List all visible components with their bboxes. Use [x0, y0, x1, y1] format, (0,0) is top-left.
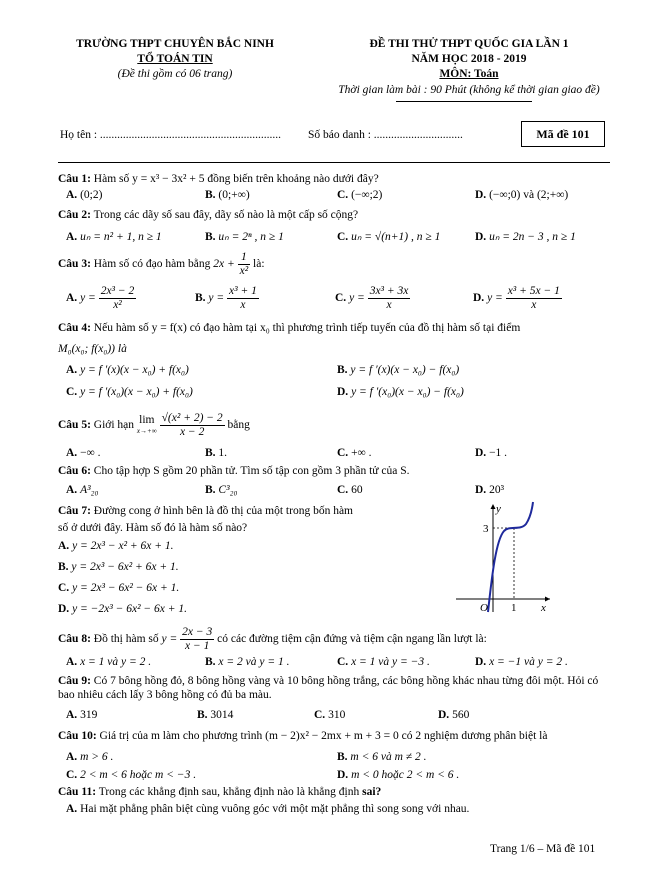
question-4: Câu 4: Nếu hàm số y = f(x) có đạo hàm tại x₀ thì phương trình tiếp tuyến của đồ thị hàm số tại điểm — [58, 322, 521, 334]
q10-option-a: A. m > 6 . — [66, 751, 114, 763]
q7-option-b: B. y = 2x³ − 6x² + 6x + 1. — [58, 561, 179, 573]
exam-code-box — [521, 121, 605, 147]
question-4-cont: M₀(x₀; f(x₀)) là — [58, 343, 127, 355]
q5-option-a: A. −∞ . — [66, 447, 101, 459]
q5-option-c: C. +∞ . — [337, 447, 372, 459]
q7-option-c: C. y = 2x³ − 6x² − 6x + 1. — [58, 582, 180, 594]
x-label: x — [541, 602, 546, 614]
question-11: Câu 11: Trong các khẳng định sau, khẳng định nào là khẳng định sai? — [58, 786, 382, 798]
header-divider — [396, 101, 532, 102]
pages-note: (Đề thi gồm có 06 trang) — [117, 68, 233, 80]
question-2: Câu 2: Trong các dãy số sau đây, dãy số nào là một cấp số cộng? — [58, 209, 359, 221]
y-label: y — [496, 503, 501, 515]
q10-option-d: D. m < 0 hoặc 2 < m < 6 . — [337, 769, 460, 781]
q1-option-a: A. (0;2) — [66, 189, 103, 201]
x-axis-arrow — [545, 597, 550, 602]
q8-fraction: $\frac{2x - 3}{x - 1}$ — [182, 626, 213, 652]
time-note: Thời gian làm bài : 90 Phút (không kể thời gian giao đề) — [338, 84, 600, 96]
tick-y-3: 3 — [483, 523, 489, 535]
q7-option-a: A. y = 2x³ − x² + 6x + 1. — [58, 540, 174, 552]
q10-option-b: B. m < 6 và m ≠ 2 . — [337, 751, 427, 763]
tick-x-1: 1 — [511, 602, 517, 614]
subject: MÔN: Toán — [439, 68, 499, 80]
q8-option-a: A. x = 1 và y = 2 . — [66, 656, 152, 668]
q5-option-b: B. 1. — [205, 447, 228, 459]
origin-label: O — [480, 602, 488, 614]
question-7-cont: số ở dưới đây. Hàm số đó là hàm số nào? — [58, 522, 248, 534]
question-10: Câu 10: Giá trị của m làm cho phương trình (m − 2)x² − 2mx + m + 3 = 0 có 2 nghiệm dương phân biệt là — [58, 730, 548, 742]
q5-fraction: $\frac{\text{√(x² + 2) − 2}}{x - 2}$ — [161, 412, 223, 438]
question-1: Câu 1: Hàm số y = x³ − 3x² + 5 đồng biến trên khoảng nào dưới đây? — [58, 173, 379, 185]
q2-option-c: C. uₙ = √(n+1) , n ≥ 1 — [337, 231, 441, 243]
q2-option-b: B. uₙ = 2ⁿ , n ≥ 1 — [205, 231, 284, 243]
q9-option-a: A. 319 — [66, 709, 98, 721]
q7-graph — [444, 500, 554, 615]
q3-option-a: A. y = $\frac{\text{2x³ − 2}}{\text{x²}}$ — [66, 285, 135, 311]
q1-option-b: B. (0;+∞) — [205, 189, 250, 201]
q8-option-c: C. x = 1 và y = −3 . — [337, 656, 430, 668]
q10-option-c: C. 2 < m < 6 hoặc m < −3 . — [66, 769, 197, 781]
q2-option-a: A. uₙ = n² + 1, n ≥ 1 — [66, 231, 162, 243]
q8-option-d: D. x = −1 và y = 2 . — [475, 656, 568, 668]
q6-option-d: D. 20³ — [475, 484, 505, 496]
y-axis-arrow — [491, 504, 496, 509]
student-id-field: Số báo danh : ............................... — [308, 129, 463, 141]
q4-option-b: B. y = f ′(x)(x − x₀) − f(x₀) — [337, 364, 460, 376]
q1-option-c: C. (−∞;2) — [337, 189, 383, 201]
q1-option-d: D. (−∞;0) và (2;+∞) — [475, 189, 569, 201]
question-7: Câu 7: Đường cong ở hình bên là đồ thị của một trong bốn hàm — [58, 505, 353, 517]
separator-line — [58, 162, 610, 163]
q6-option-a: A. A³₂₀ — [66, 484, 99, 496]
q3-option-c: C. y = $\frac{\text{3x³ + 3x}}{x}$ — [335, 285, 409, 311]
cubic-curve — [488, 502, 533, 612]
q9-option-d: D. 560 — [438, 709, 470, 721]
question-9: Câu 9: Có 7 bông hồng đỏ, 8 bông hồng vàng và 10 bông hồng trắng, các bông hồng khác nhau từng đôi một. Hỏi có bao nhiêu cách lấy 3 bông hồng có đủ ba màu. — [58, 675, 599, 701]
exam-code: Mã đề 101 — [536, 126, 590, 141]
question-5: Câu 5: Giới hạn lim x→+∞ $\frac{\text{√(x² + 2) − 2}}{x - 2}$ bằng — [58, 412, 250, 438]
school-year: NĂM HỌC 2018 - 2019 — [411, 53, 527, 65]
q6-option-c: C. 60 — [337, 484, 363, 496]
q9-option-c: C. 310 — [314, 709, 346, 721]
q9-option-b: B. 3014 — [197, 709, 234, 721]
q4-option-a: A. y = f ′(x)(x − x₀) + f(x₀) — [66, 364, 189, 376]
q3-option-d: D. y = $\frac{\text{x³ + 5x − 1}}{x}$ — [473, 285, 560, 311]
exam-title: ĐỀ THI THỬ THPT QUỐC GIA LẦN 1 — [369, 38, 569, 50]
question-3: Câu 3: Hàm số có đạo hàm bằng 2x + $\frac{1}{\text{x²}}$ là: — [58, 251, 265, 277]
q7-option-d: D. y = −2x³ − 6x² − 6x + 1. — [58, 603, 188, 615]
question-6: Câu 6: Cho tập hợp S gồm 20 phần tử. Tìm số tập con gồm 3 phần tử của S. — [58, 465, 410, 477]
school-name: TRƯỜNG THPT CHUYÊN BẮC NINH — [76, 38, 274, 50]
q6-option-b: B. C³₂₀ — [205, 484, 238, 496]
q3-option-b: B. y = $\frac{\text{x³ + 1}}{x}$ — [195, 285, 257, 311]
department-name: TỔ TOÁN TIN — [137, 53, 213, 65]
q4-option-d: D. y = f ′(x₀)(x − x₀) − f(x₀) — [337, 386, 464, 398]
q4-option-c: C. y = f ′(x₀)(x − x₀) + f(x₀) — [66, 386, 193, 398]
q5-option-d: D. −1 . — [475, 447, 508, 459]
student-name-field: Họ tên : ............................................................... — [60, 129, 282, 141]
q2-option-d: D. uₙ = 2n − 3 , n ≥ 1 — [475, 231, 576, 243]
q3-fraction: $\frac{1}{\text{x²}}$ — [239, 251, 249, 277]
q8-option-b: B. x = 2 và y = 1 . — [205, 656, 290, 668]
page-footer: Trang 1/6 – Mã đề 101 — [490, 843, 596, 855]
question-8: Câu 8: Đồ thị hàm số y = $\frac{2x - 3}{x - 1}$ có các đường tiệm cận đứng và tiệm cận ngang lần lượt là: — [58, 626, 487, 652]
q11-option-a: A. Hai mặt phẳng phân biệt cùng vuông góc với một mặt phẳng thì song song với nhau. — [66, 803, 470, 815]
